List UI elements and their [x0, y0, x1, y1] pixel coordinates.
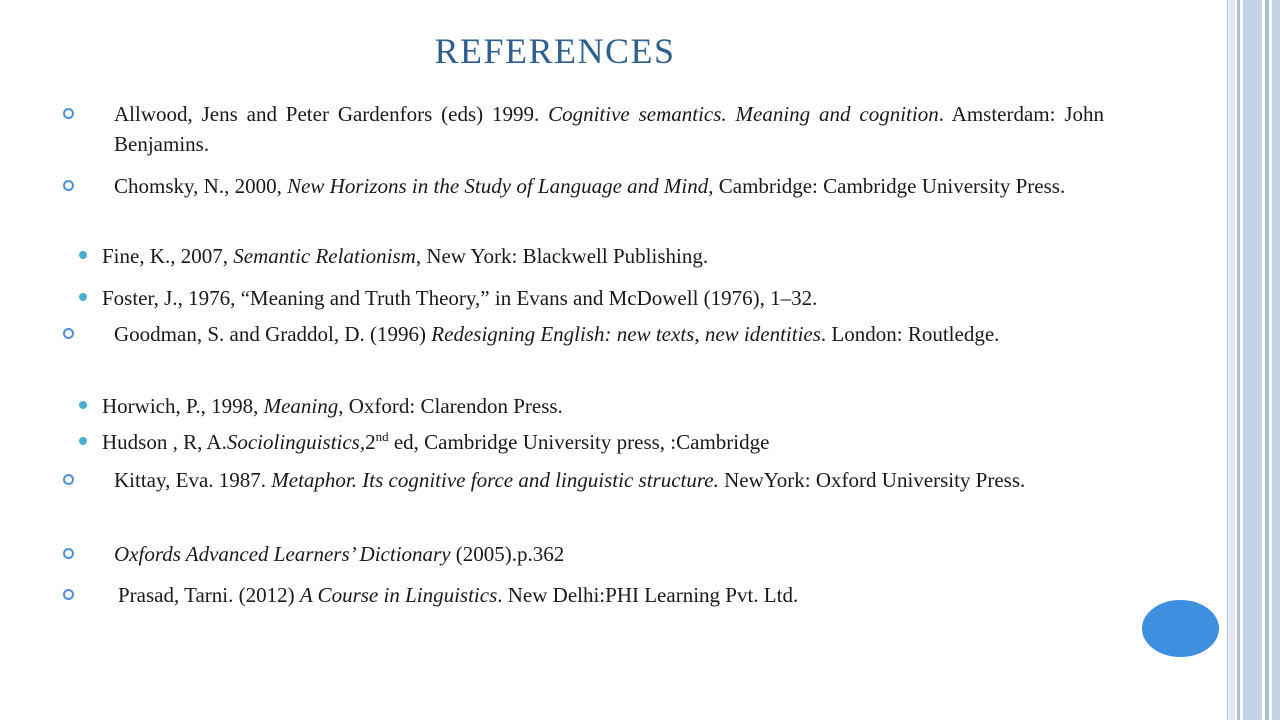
reference-segment: Horwich, P., 1998,	[102, 394, 264, 418]
slide-title: REFERENCES	[434, 31, 676, 71]
reference-item	[64, 319, 1214, 349]
reference-item	[64, 427, 1214, 457]
reference-segment: , Oxford: Clarendon Press.	[338, 394, 563, 418]
reference-item	[64, 171, 1214, 201]
ring-bullet-icon	[63, 180, 74, 191]
reference-segment: Redesigning English: new texts, new identities	[431, 322, 821, 346]
reference-text	[64, 465, 1214, 495]
reference-segment: Foster, J., 1976, “Meaning and Truth Theory,” in Evans and McDowell (1976), 1–32.	[102, 286, 818, 310]
reference-segment: Meaning	[263, 394, 339, 418]
decorative-side-stripes	[1229, 0, 1280, 720]
reference-text	[64, 171, 1214, 201]
reference-item	[64, 241, 1214, 271]
reference-segment: A Course in Linguistics	[299, 583, 498, 607]
reference-segment: Cognitive semantics. Meaning and cognition	[548, 102, 939, 126]
reference-segment: 2	[365, 430, 376, 454]
reference-text	[64, 241, 1214, 271]
reference-item	[64, 580, 1214, 610]
reference-segment: Kittay, Eva. 1987.	[114, 468, 272, 492]
reference-text	[64, 99, 1104, 159]
reference-segment: Allwood, Jens and Peter Gardenfors (eds) 1999.	[114, 102, 549, 126]
reference-segment: Metaphor. Its cognitive force and linguistic structure.	[271, 468, 719, 492]
reference-segment: nd	[375, 429, 389, 444]
reference-text	[64, 283, 1214, 313]
reference-segment: Oxfords Advanced Learners’ Dictionary	[114, 542, 451, 566]
reference-segment: (2005).p.362	[450, 542, 565, 566]
reference-segment: Fine, K., 2007,	[102, 244, 234, 268]
reference-segment: Sociolinguistics,	[226, 430, 366, 454]
dot-bullet-icon	[79, 293, 87, 301]
ring-bullet-icon	[63, 548, 74, 559]
reference-item	[64, 391, 1214, 421]
reference-segment: Goodman, S. and Graddol, D. (1996)	[114, 322, 432, 346]
reference-item	[64, 539, 1214, 569]
ring-bullet-icon	[63, 108, 74, 119]
reference-text	[64, 319, 1214, 349]
reference-segment: New Horizons in the Study of Language and Mind	[287, 174, 709, 198]
reference-text	[64, 427, 1214, 457]
reference-item	[64, 283, 1214, 313]
reference-segment: Chomsky, N., 2000,	[114, 174, 288, 198]
ring-bullet-icon	[63, 474, 74, 485]
reference-text	[64, 391, 1214, 421]
reference-segment: ed, Cambridge University press, :Cambridge	[388, 430, 770, 454]
reference-text	[64, 539, 1214, 569]
reference-segment: , Cambridge: Cambridge University Press.	[708, 174, 1066, 198]
reference-item	[64, 99, 1104, 159]
reference-segment: . London: Routledge.	[820, 322, 1000, 346]
reference-segment: . Amsterdam: John Benjamins.	[114, 102, 1104, 156]
dot-bullet-icon	[79, 401, 87, 409]
reference-text	[64, 580, 1214, 610]
reference-segment: Semantic Relationism	[233, 244, 416, 268]
reference-segment: Hudson , R, A.	[102, 430, 227, 454]
dot-bullet-icon	[79, 251, 87, 259]
reference-item	[64, 465, 1214, 495]
reference-segment: Prasad, Tarni. (2012)	[118, 583, 300, 607]
ring-bullet-icon	[63, 589, 74, 600]
reference-segment: NewYork: Oxford University Press.	[718, 468, 1026, 492]
dot-bullet-icon	[79, 437, 87, 445]
circle-shape	[1142, 600, 1219, 657]
reference-segment: , New York: Blackwell Publishing.	[415, 244, 709, 268]
ring-bullet-icon	[63, 328, 74, 339]
reference-segment: . New Delhi:PHI Learning Pvt. Ltd.	[497, 583, 799, 607]
